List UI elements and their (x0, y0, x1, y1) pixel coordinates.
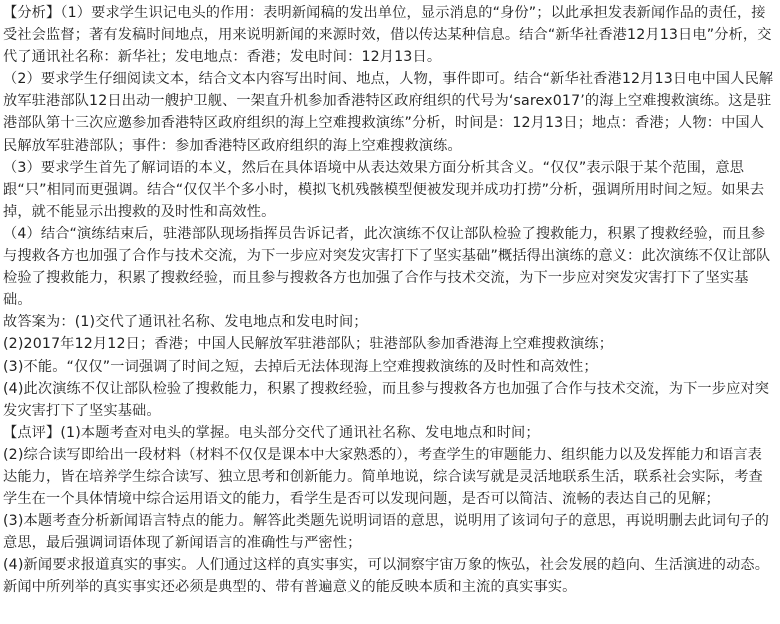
analysis-paragraph-2: （2）要求学生仔细阅读文本，结合文本内容写出时间、地点，人物，事件即可。结合“新华社香港12月13日电中国人民解放军驻港部队12日出动一艘护卫舰、一架直升机参加香港特区政府组织的代号为‘sarex017’的海上空难搜救演练。这是驻港部队第十三次应邀参加香港特区政府组织的海上空难搜救演练”分析，时间是：12月13日；地点：香港；人物：中国人民解放军驻港部队；事件：参加香港特区政府组织的海上空难搜救演练。 (3, 71, 774, 154)
analysis-paragraph-4: （4）结合“演练结束后，驻港部队现场指挥员告诉记者，此次演练不仅让部队检验了搜救能力，积累了搜救经验，而且参与搜救各方也加强了合作与技术交流，为下一步应对突发灾害打下了坚实基础”概括得出演练的意义：此次演练不仅让部队检验了搜救能力，积累了搜救经验，而且参与搜救各方也加强了合作与技术交流，为下一步应对突发灾害打下了坚实基础。 (3, 225, 771, 309)
answer-3: (3)不能。“仅仅”一词强调了时间之短，去掉后无法体现海上空难搜救演练的及时性和高效性； (3, 358, 598, 375)
answer-4: (4)此次演练不仅让部队检验了搜救能力，积累了搜救经验，而且参与搜救各方也加强了合作与技术交流，为下一步应对突发灾害打下了坚实基础。 (3, 380, 770, 419)
answer-2: (2)2017年12月12日；香港；中国人民解放军驻港部队；驻港部队参加香港海上空难搜救演练； (3, 336, 614, 353)
analysis-text-1: （1）要求学生识记电头的作用：表明新闻稿的发出单位，显示消息的“身份”；以此承担发表新闻作品的责任，接受社会监督；著有发稿时间地点，用来说明新闻的来源时效，借以传达某种信息。结合“新华社香港12月13日电”分析，交代了通讯社名称：新华社；发电地点：香港；发电时间：12月13日。 (3, 5, 772, 66)
comment-paragraph-2: (2)综合读写即给出一段材料（材料不仅仅是课本中大家熟悉的），考查学生的审题能力、组织能力以及发挥能力和语言表达能力，皆在培养学生综合读写、独立思考和创新能力。简单地说，综合读写就是灵活地联系生活，联系社会实际，考查学生在一个具体情境中综合运用语文的能力，看学生是否可以发现问题，是否可以简洁、流畅的表达自己的见解； (3, 446, 763, 508)
answer-lead: 故答案为：(1)交代了通讯社名称、发电地点和发电时间； (3, 314, 368, 331)
analysis-paragraph-1 (3, 2, 774, 68)
comment-paragraph-3: (3)本题考查分析新闻语言特点的能力。解答此类题先说明词语的意思，说明用了该词句子的意思，再说明删去此词句子的意思，最后强调词语体现了新闻语言的准确性与严密性； (3, 513, 770, 552)
comment-paragraph-1 (3, 422, 774, 444)
comment-text-1: (1)本题考查对电头的掌握。电头部分交代了通讯社名称、发电地点和时间； (60, 424, 540, 441)
analysis-tag: 【分析】 (3, 5, 61, 21)
analysis-paragraph-3: （3）要求学生首先了解词语的本义，然后在具体语境中从表达效果方面分析其含义。“仅仅”表示限于某个范围，意思跟“只”相同而更强调。结合“仅仅半个多小时，模拟飞机残骸模型便被发现并成功打捞”分析，强调所用时间之短。如果去掉，就不能显示出搜救的及时性和高效性。 (3, 159, 765, 220)
comment-paragraph-4: (4)新闻要求报道真实的事实。人们通过这样的真实事实，可以洞察宇宙万象的恢弘，社会发展的趋向、生活演进的动态。新闻中所列举的真实事实还必须是典型的、带有普遍意义的能反映本质和主流的真实事实。 (3, 557, 770, 596)
comment-tag: 【点评】 (3, 424, 61, 441)
